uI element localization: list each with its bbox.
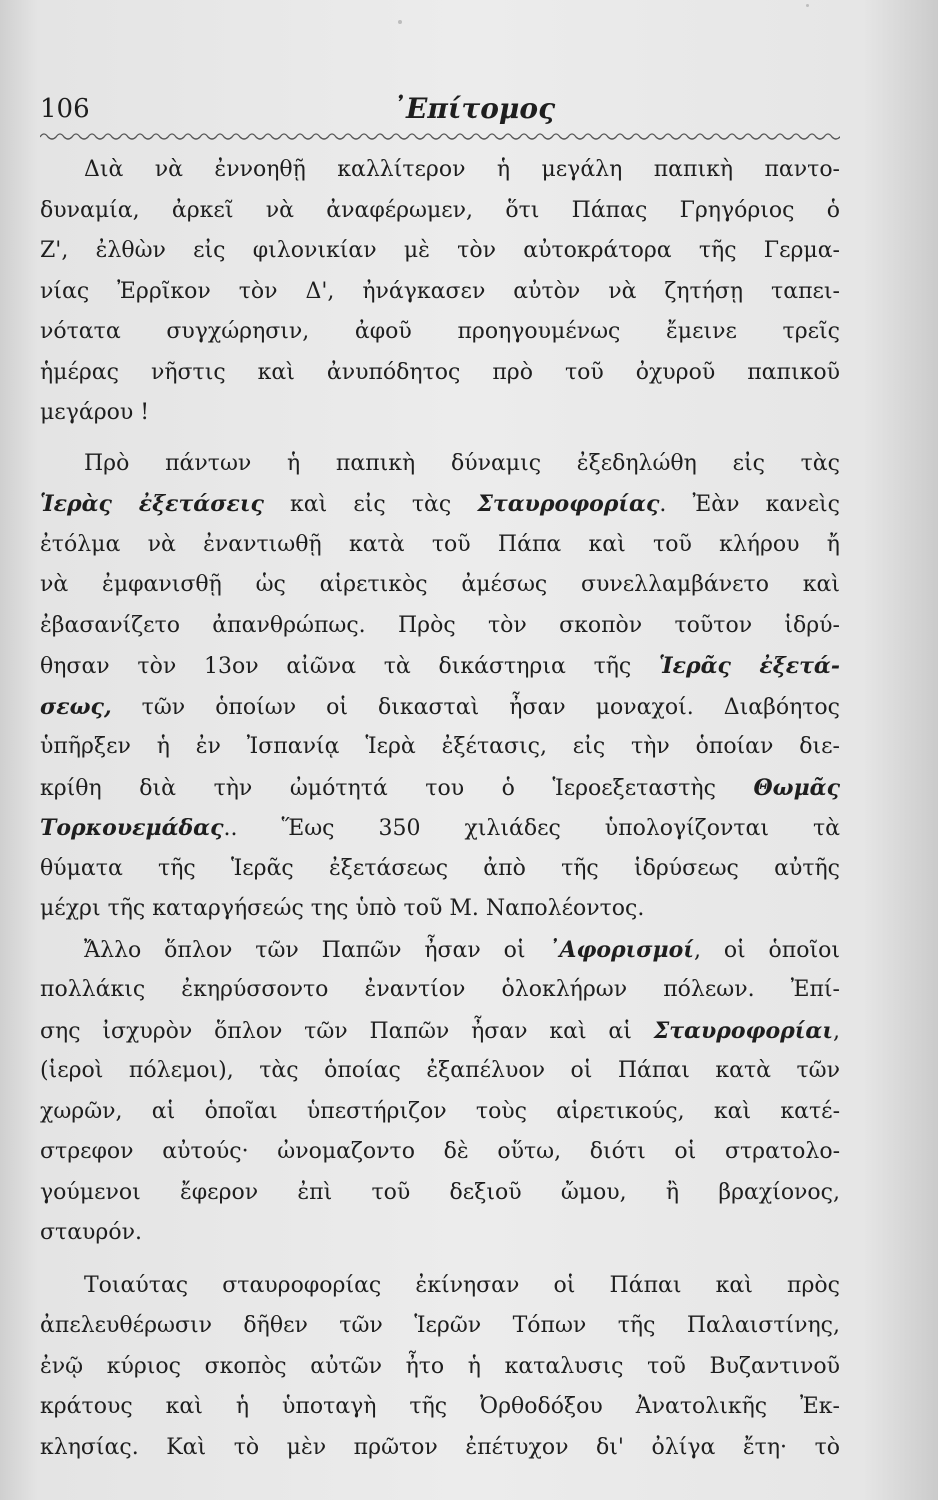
text-line (40, 231, 840, 272)
text-run: κρίθη διὰ τὴν ὠμότητά του ὁ Ἱεροεξεταστὴς (40, 775, 754, 801)
text-run: κράτους καὶ ἡ ὑποταγὴ τῆς Ὀρθοδόξου Ἀνατολικῆς Ἐκ- (40, 1394, 840, 1419)
text-line (40, 272, 840, 313)
text-line (40, 444, 840, 485)
text-line (40, 1132, 840, 1173)
text-line (40, 849, 840, 890)
text-line (40, 1011, 840, 1052)
text-line (40, 1306, 840, 1347)
page-number: 106 (40, 94, 90, 124)
text-run: μεγάρου ! (40, 400, 150, 425)
text-line (40, 353, 840, 394)
text-line (40, 889, 840, 930)
text-run: .. Ἕως 350 χιλιάδες ὑπολογίζονται τὰ (223, 816, 840, 841)
text-line (40, 1173, 840, 1214)
text-line (40, 970, 840, 1011)
text-run: σταυρόν. (40, 1220, 142, 1245)
text-run: γούμενοι ἔφερον ἐπὶ τοῦ δεξιοῦ ὤμου, ἢ βραχίονος, (40, 1179, 840, 1205)
text-run: κλησίας. Καὶ τὸ μὲν πρῶτον ἐπέτυχον δι' ὀλίγα ἔτη· τὸ (40, 1434, 840, 1460)
text-run: θησαν τὸν 13ον αἰῶνα τὰ δικάστηρια τῆς (40, 654, 660, 679)
text-run: θύματα τῆς Ἱερᾶς ἐξετάσεως ἀπὸ τῆς ἱδρύσεως αὐτῆς (40, 855, 840, 881)
text-run: νὰ ἐμφανισθῇ ὡς αἱρετικὸς ἀμέσως συνελλαμβάνετο καὶ (40, 572, 840, 597)
text-line (40, 565, 840, 606)
text-line (40, 150, 840, 191)
text-line (40, 393, 840, 434)
text-line (40, 1213, 840, 1254)
text-run: ἐβασανίζετο ἀπανθρώπως. Πρὸς τὸν σκοπὸν τοῦτον ἱδρύ- (40, 612, 840, 638)
paragraph (40, 930, 840, 1254)
text-run: ἀπελευθέρωσιν δῆθεν τῶν Ἱερῶν Τόπων τῆς Παλαιστίνης, (40, 1313, 840, 1338)
text-line (40, 930, 840, 971)
emphasized-term: Ἱερὰς ἐξετάσεις (40, 491, 264, 517)
text-run: νίας Ἐρρῖκον τὸν Δ', ἠνάγκασεν αὐτὸν νὰ ζητήσῃ ταπει- (40, 278, 840, 304)
text-run: δυναμία, ἀρκεῖ νὰ ἀναφέρωμεν, ὅτι Πάπας Γρηγόριος ὁ (40, 197, 840, 223)
text-line (40, 525, 840, 566)
text-run: στρεφον αὐτούς· ὠνομαζοντο δὲ οὕτω, διότι οἱ στρατολο- (40, 1139, 840, 1164)
text-line (40, 312, 840, 353)
text-run: Ζ', ἐλθὼν εἰς φιλονικίαν μὲ τὸν αὐτοκράτορα τῆς Γερμα- (40, 238, 840, 263)
emphasized-term: Σταυροφορίαι (653, 1017, 833, 1044)
text-line (40, 727, 840, 768)
page-header (40, 88, 840, 128)
text-run: σης ἰσχυρὸν ὅπλον τῶν Παπῶν ἦσαν καὶ αἱ (40, 1018, 654, 1044)
text-line (40, 687, 840, 728)
emphasized-term: σεως, (40, 693, 112, 720)
text-run: ἐνῷ κύριος σκοπὸς αὐτῶν ἦτο ἡ καταλυσις τοῦ Βυζαντινοῦ (40, 1353, 840, 1379)
emphasized-term: Θωμᾶς (753, 774, 840, 801)
emphasized-term: ᾽Αφορισμοί (548, 936, 694, 963)
text-run: , οἱ ὁποῖοι (693, 937, 841, 963)
emphasized-term: Τορκουεμάδας (40, 815, 224, 841)
paragraph (40, 150, 840, 434)
text-line (40, 768, 840, 809)
wavy-divider (40, 128, 840, 144)
text-line (40, 484, 840, 525)
text-run: Ἄλλο ὅπλον τῶν Παπῶν ἦσαν οἱ (84, 937, 549, 963)
text-run: ὑπῆρξεν ἡ ἐν Ἰσπανίᾳ Ἱερὰ ἐξέτασις, εἰς τὴν ὁποίαν διε- (40, 734, 840, 759)
text-line (40, 606, 840, 647)
text-run: ἐτόλμα νὰ ἐναντιωθῇ κατὰ τοῦ Πάπα καὶ τοῦ κλήρου ἤ (40, 531, 840, 557)
text-line (40, 1051, 840, 1092)
text-run: Τοιαύτας σταυροφορίας ἐκίνησαν οἱ Πάπαι καὶ πρὸς (84, 1272, 840, 1298)
text-run: , (833, 1018, 840, 1044)
body-text (40, 150, 840, 1468)
text-run: τῶν ὁποίων οἱ δικασταὶ ἦσαν μοναχοί. Διαβόητος (111, 694, 840, 720)
text-line (40, 191, 840, 232)
text-run: πολλάκις ἐκηρύσσοντο ἐναντίον ὁλοκλήρων πόλεων. Ἐπί- (40, 977, 840, 1002)
emphasized-term: Σταυροφορίας (477, 491, 660, 517)
paper-speck (806, 4, 809, 7)
text-run: νότατα συγχώρησιν, ἀφοῦ προηγουμένως ἔμεινε τρεῖς (40, 319, 840, 344)
emphasized-term: Ἱερᾶς ἐξετά- (659, 653, 840, 679)
text-run: (ἱεροὶ πόλεμοι), τὰς ὁποίας ἐξαπέλυον οἱ Πάπαι κατὰ τῶν (40, 1058, 840, 1083)
text-line (40, 1347, 840, 1388)
text-run: χωρῶν, αἱ ὁποῖαι ὑπεστήριζον τοὺς αἱρετικούς, καὶ κατέ- (40, 1098, 840, 1124)
text-run: ἡμέρας νῆστις καὶ ἀνυπόδητος πρὸ τοῦ ὀχυροῦ παπικοῦ (40, 359, 840, 385)
paragraph (40, 1266, 840, 1469)
text-run: . Ἐὰν κανεὶς (659, 492, 840, 517)
text-run: Διὰ νὰ ἐννοηθῇ καλλίτερον ἡ μεγάλη παπικὴ παντο- (84, 157, 840, 182)
paper-speck (398, 20, 402, 24)
text-line (40, 1387, 840, 1428)
text-run: καὶ εἰς τὰς (263, 492, 478, 517)
running-title: ᾽Επίτομος (392, 92, 556, 125)
text-line (40, 808, 840, 849)
text-run: μέχρι τῆς καταργήσεώς της ὑπὸ τοῦ Μ. Ναπολέοντος. (40, 896, 645, 921)
paragraph (40, 444, 840, 930)
text-run: Πρὸ πάντων ἡ παπικὴ δύναμις ἐξεδηλώθη εἰς τὰς (84, 450, 840, 476)
text-line (40, 1266, 840, 1307)
text-line (40, 1428, 840, 1469)
text-line (40, 1092, 840, 1133)
text-line (40, 646, 840, 687)
